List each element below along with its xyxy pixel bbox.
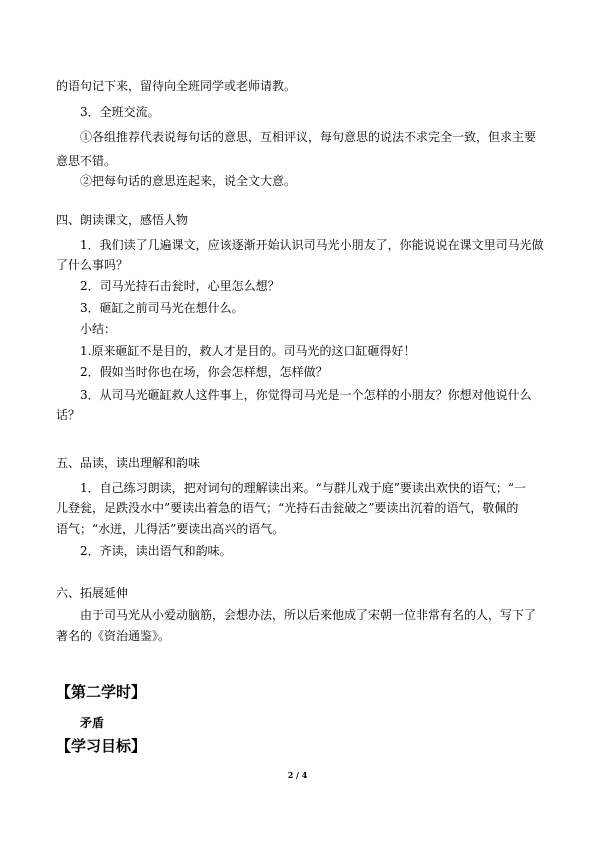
paragraph-line: 了什么事吗？ bbox=[56, 258, 129, 272]
paragraph-line: 2．司马光持石击瓮时，心里怎么想？ bbox=[80, 279, 280, 293]
lesson-title: 矛盾 bbox=[80, 716, 105, 730]
paragraph-line: 的语句记下来，留待向全班同学或老师请教。 bbox=[56, 79, 297, 93]
paragraph-line: 儿登瓮，足跌没水中”要读出着急的语气；“光持石击瓮破之”要读出沉着的语气，敬佩的 bbox=[56, 501, 519, 515]
paragraph-line: 小结： bbox=[80, 322, 117, 336]
paragraph-line: 1.原来砸缸不是目的，救人才是目的。司马光的这口缸砸得好！ bbox=[80, 344, 416, 358]
section-heading: 四、朗读课文，感悟人物 bbox=[56, 213, 189, 227]
paragraph-line: 1．我们读了几遍课文，应该逐渐开始认识司马光小朋友了，你能说说在课文里司马光做 bbox=[80, 238, 544, 252]
paragraph-line: 3．从司马光砸缸救人这件事上，你觉得司马光是一个怎样的小朋友？你想对他说什么 bbox=[80, 388, 532, 402]
section-heading: 五、品读，读出理解和韵味 bbox=[56, 456, 201, 470]
section-heading: 六、拓展延伸 bbox=[56, 586, 129, 600]
paragraph-line: 意思不错。 bbox=[56, 154, 117, 168]
paragraph-line: ①各组推荐代表说每句话的意思，互相评议，每句意思的说法不求完全一致，但求主要 bbox=[80, 130, 537, 144]
paragraph-line: 2．假如当时你也在场，你会怎样想，怎样做？ bbox=[80, 365, 328, 379]
paragraph-line: 3．砸缸之前司马光在想什么。 bbox=[80, 301, 244, 315]
lesson-period-heading: 【第二学时】 bbox=[56, 683, 147, 701]
paragraph-line: 1．自己练习朗读，把对词句的理解读出来。“与群儿戏于庭”要读出欢快的语气；“一 bbox=[80, 481, 527, 495]
paragraph-line: 3．全班交流。 bbox=[80, 105, 160, 119]
paragraph-line: 2．齐读，读出语气和韵味。 bbox=[80, 544, 232, 558]
paragraph-line: 语气；“水迸，儿得活”要读出高兴的语气。 bbox=[56, 522, 285, 536]
paragraph-line: 著名的《资治通鉴》。 bbox=[56, 629, 171, 643]
paragraph-line: ②把每句话的意思连起来，说全文大意。 bbox=[80, 174, 297, 188]
paragraph-line: 话？ bbox=[56, 408, 81, 422]
page-number: 2 / 4 bbox=[287, 770, 308, 780]
paragraph-line: 由于司马光从小爱动脑筋，会想办法，所以后来他成了宋朝一位非常有名的人，写下了 bbox=[80, 608, 537, 622]
learning-objectives-heading: 【学习目标】 bbox=[56, 737, 147, 755]
